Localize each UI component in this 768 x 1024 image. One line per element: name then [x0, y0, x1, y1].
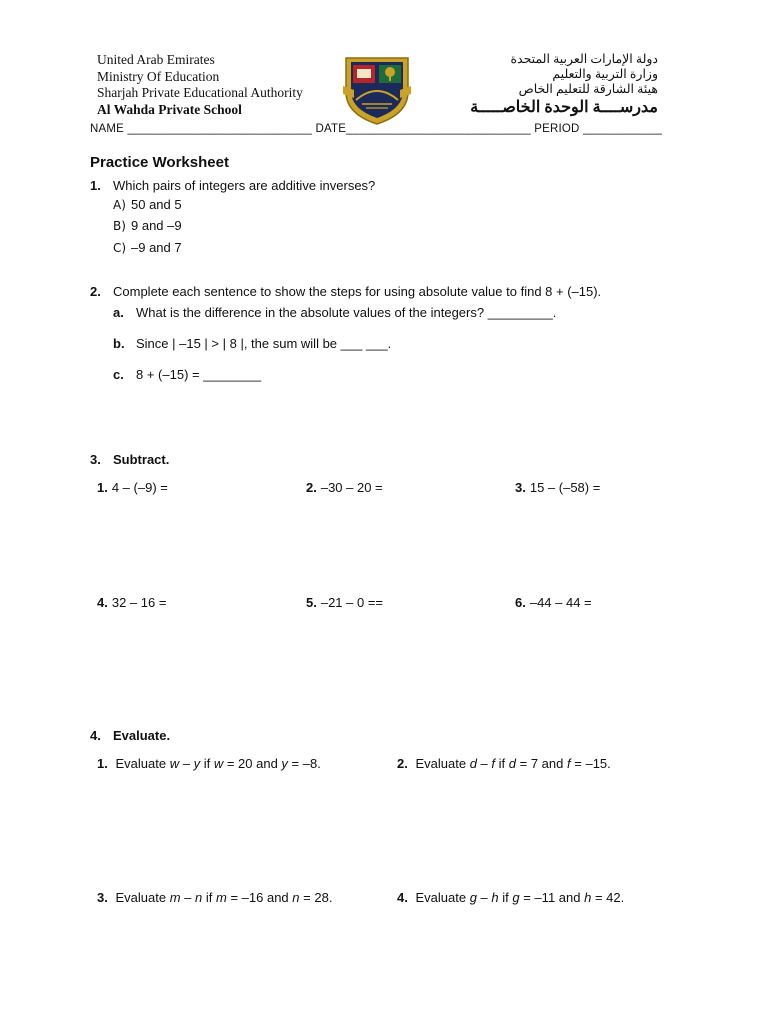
- if-word: if: [205, 890, 213, 905]
- variable: f: [491, 756, 496, 771]
- problem-number: 4.: [397, 890, 408, 905]
- question-2-part-c[interactable]: [113, 367, 261, 382]
- header-english: [97, 52, 303, 118]
- subtract-problem-2[interactable]: [306, 480, 383, 495]
- condition-2: = –15.: [574, 756, 611, 771]
- period-label: PERIOD: [534, 123, 580, 135]
- condition-2: = 28.: [303, 890, 333, 905]
- variable: y: [193, 756, 201, 771]
- question-2: [90, 284, 601, 299]
- option-c[interactable]: [113, 240, 182, 255]
- question-1: [90, 178, 375, 193]
- condition-2: = –8.: [291, 756, 321, 771]
- problem-number: 4.: [97, 595, 108, 610]
- evaluate-problem-1[interactable]: [97, 756, 321, 771]
- condition-1: = –11 and: [523, 890, 581, 905]
- variable: g: [512, 890, 520, 905]
- header-ar-country: دولة الإمارات العربية المتحدة: [510, 52, 658, 66]
- minus-sign: –: [480, 890, 488, 905]
- minus-sign: –: [480, 756, 488, 771]
- subtract-problem-1[interactable]: [97, 480, 168, 495]
- header-ar-school: مدرســــة الوحدة الخاصـــــة: [470, 99, 658, 116]
- variable: h: [491, 890, 499, 905]
- condition-2: = 42.: [594, 890, 625, 905]
- evaluate-problem-3[interactable]: [97, 890, 332, 905]
- header-ar-ministry: وزارة التربية والتعليم: [552, 67, 658, 81]
- problem-number: 2.: [397, 756, 408, 771]
- problem-expression: –30 – 20 =: [320, 480, 383, 495]
- if-word: if: [203, 756, 211, 771]
- minus-sign: –: [184, 890, 192, 905]
- subtract-problem-4[interactable]: [97, 595, 166, 610]
- question-number: 2.: [90, 284, 101, 299]
- problem-word: Evaluate: [115, 890, 167, 905]
- variable: h: [584, 890, 592, 905]
- problem-expression: 15 – (–58) =: [529, 480, 601, 495]
- condition-1: = 20 and: [226, 756, 278, 771]
- part-text: What is the difference in the absolute values of the integers? _________.: [136, 305, 557, 320]
- variable: y: [281, 756, 288, 771]
- evaluate-problem-2[interactable]: [397, 756, 611, 771]
- variable: w: [169, 756, 180, 771]
- condition-1: = –16 and: [230, 890, 289, 905]
- variable: g: [469, 890, 477, 905]
- problem-expression: 4 – (–9) =: [111, 480, 168, 495]
- question-2-part-a[interactable]: [113, 305, 556, 320]
- header-line-country: United Arab Emirates: [97, 52, 215, 67]
- question-4: [90, 728, 170, 743]
- question-number: 4.: [90, 728, 101, 743]
- option-letter: B): [113, 219, 126, 233]
- question-number: 3.: [90, 452, 101, 467]
- name-label: NAME: [90, 123, 125, 135]
- if-word: if: [498, 756, 506, 771]
- if-word: if: [502, 890, 509, 905]
- option-b[interactable]: [113, 218, 182, 233]
- part-letter: c.: [113, 367, 124, 382]
- option-text: –9 and 7: [131, 240, 182, 255]
- problem-expression: –44 – 44 =: [529, 595, 592, 610]
- option-text: 50 and 5: [131, 197, 182, 212]
- problem-word: Evaluate: [415, 890, 467, 905]
- variable: d: [508, 756, 517, 771]
- subtract-problem-3[interactable]: [515, 480, 600, 495]
- problem-expression: –21 – 0 ==: [320, 595, 384, 610]
- variable: n: [195, 890, 203, 905]
- date-blank[interactable]: ____________________________: [346, 123, 531, 135]
- problem-expression: 32 – 16 =: [111, 595, 167, 610]
- evaluate-problem-4[interactable]: [397, 890, 624, 905]
- date-label: DATE: [315, 123, 347, 135]
- option-a[interactable]: [113, 197, 182, 212]
- variable: m: [169, 890, 181, 905]
- question-text: Complete each sentence to show the steps for using absolute value to find 8 + (–15).: [113, 284, 602, 299]
- question-number: 1.: [90, 178, 101, 193]
- minus-sign: –: [182, 756, 190, 771]
- question-2-part-b[interactable]: [113, 336, 391, 351]
- problem-number: 3.: [97, 890, 108, 905]
- part-text: Since | –15 | > | 8 |, the sum will be ___ ___.: [136, 336, 392, 351]
- option-text: 9 and –9: [131, 218, 182, 233]
- variable: d: [469, 756, 477, 771]
- variable: w: [213, 756, 224, 771]
- variable: m: [216, 890, 227, 905]
- school-crest-icon: [340, 52, 414, 126]
- period-blank[interactable]: ____________: [582, 123, 663, 135]
- student-info-fields: [90, 123, 662, 135]
- problem-number: 2.: [306, 480, 317, 495]
- header-ar-authority: هيئة الشارقة للتعليم الخاص: [518, 82, 658, 96]
- question-heading: Subtract.: [113, 452, 170, 467]
- option-letter: C): [113, 241, 127, 255]
- question-3: [90, 452, 169, 467]
- question-text: Which pairs of integers are additive inverses?: [113, 178, 376, 193]
- problem-word: Evaluate: [115, 756, 167, 771]
- problem-number: 3.: [515, 480, 526, 495]
- problem-number: 1.: [97, 480, 108, 495]
- worksheet-title: Practice Worksheet: [90, 154, 229, 171]
- part-letter: a.: [113, 305, 124, 320]
- header-arabic: [470, 52, 658, 115]
- subtract-problem-6[interactable]: [515, 595, 592, 610]
- condition-1: = 7 and: [519, 756, 564, 771]
- part-text: 8 + (–15) = ________: [136, 367, 262, 382]
- part-letter: b.: [113, 336, 125, 351]
- header-line-authority: Sharjah Private Educational Authority: [97, 85, 303, 100]
- name-blank[interactable]: ____________________________: [127, 123, 313, 135]
- option-letter: A): [113, 198, 126, 212]
- header-line-ministry: Ministry Of Education: [97, 68, 220, 84]
- question-heading: Evaluate.: [113, 728, 171, 743]
- problem-number: 6.: [515, 595, 526, 610]
- problem-number: 5.: [306, 595, 317, 610]
- variable: n: [292, 890, 300, 905]
- problem-number: 1.: [97, 756, 108, 771]
- problem-word: Evaluate: [415, 756, 467, 771]
- header-school-name: Al Wahda Private School: [97, 101, 242, 117]
- variable: f: [567, 756, 571, 771]
- subtract-problem-5[interactable]: [306, 595, 383, 610]
